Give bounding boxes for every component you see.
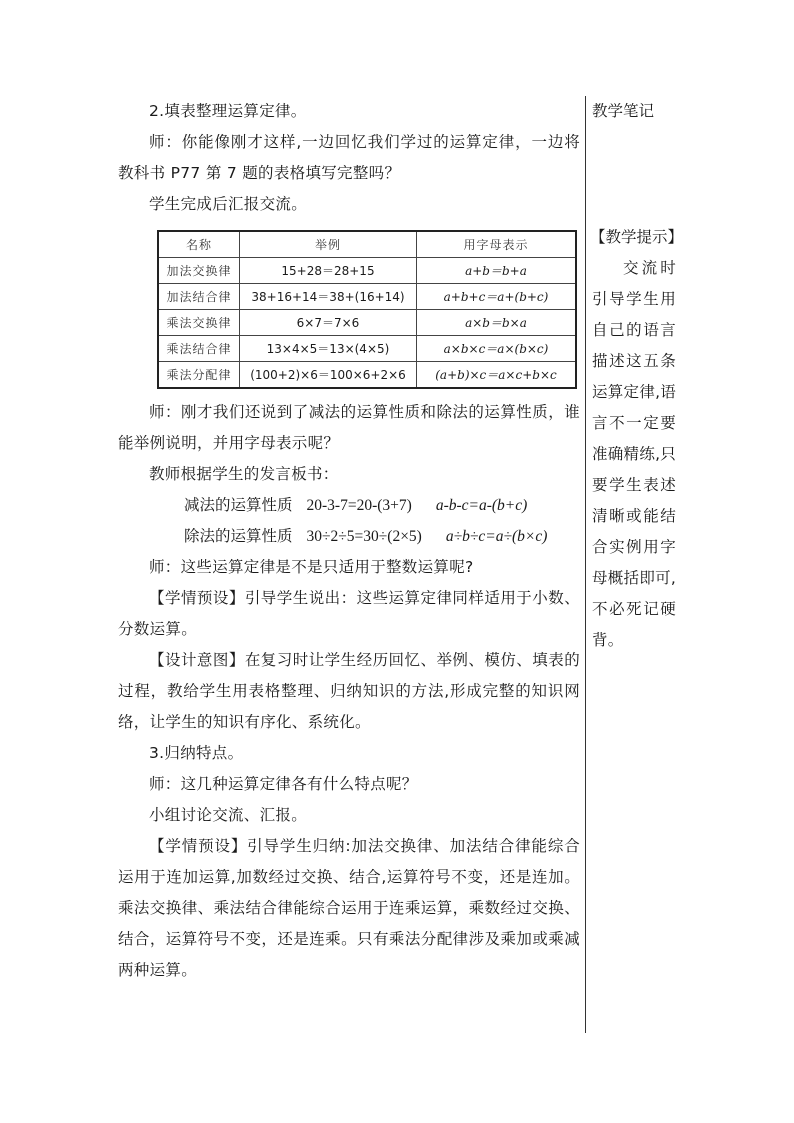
law-example: 15+28＝28+15: [240, 258, 417, 284]
subtraction-property-label: 减法的运算性质: [184, 496, 293, 514]
division-property-letters: a÷b÷c=a÷(b×c): [445, 528, 548, 545]
teaching-tip-body: 交流时引导学生用自己的语言描述这五条运算定律,语言不一定要准确精练,只要学生表述清晰或能结合实例用字母概括即可,不必死记硬背。: [592, 259, 676, 649]
law-name: 乘法分配律: [158, 362, 240, 389]
subtraction-property-letters: a-b-c=a-(b+c): [435, 497, 528, 514]
law-example: 13×4×5＝13×(4×5): [240, 336, 417, 362]
law-formula: a×b＝b×a: [417, 310, 577, 336]
design-intent: 【设计意图】在复习时让学生经历回忆、举例、模仿、填表的过程，教给学生用表格整理、归纳知识的方法,形成完整的知识网络，让学生的知识有序化、系统化。: [118, 651, 580, 731]
division-property-line: [118, 521, 580, 552]
table-row: [158, 284, 576, 310]
teacher-question-1: 师：你能像刚才这样,一边回忆我们学过的运算定律，一边将教科书 P77 第 7 题的表格填写完整吗？: [118, 133, 580, 182]
subtraction-property-line: [118, 490, 580, 521]
students-report: 学生完成后汇报交流。: [149, 195, 308, 213]
header-example: 举例: [240, 231, 417, 258]
group-discussion: 小组讨论交流、汇报。: [149, 806, 308, 824]
law-name: 加法交换律: [158, 258, 240, 284]
preset-note-2: 【学情预设】引导学生归纳:加法交换律、加法结合律能综合运用于连加运算,加数经过交换、结合,运算符号不变，还是连加。乘法交换律、乘法结合律能综合运用于连乘运算，乘数经过交换、结合，运算符号不变，还是连乘。只有乘法分配律涉及乘加或乘减两种运算。: [118, 837, 580, 979]
header-name: 名称: [158, 231, 240, 258]
division-property-label: 除法的运算性质: [184, 527, 293, 545]
header-letters: 用字母表示: [417, 231, 577, 258]
law-formula: a×b×c＝a×(b×c): [417, 336, 577, 362]
laws-table: [157, 230, 577, 389]
preset-note-1: 【学情预设】引导学生说出：这些运算定律同样适用于小数、分数运算。: [118, 589, 580, 638]
heading-summarize: 3.归纳特点。: [149, 744, 244, 762]
column-divider: [585, 96, 586, 1033]
law-formula: a+b+c＝a+(b+c): [417, 284, 577, 310]
law-example: (100+2)×6＝100×6+2×6: [240, 362, 417, 389]
board-writing-intro: 教师根据学生的发言板书：: [149, 465, 339, 483]
law-example: 38+16+14＝38+(16+14): [240, 284, 417, 310]
teaching-tip-heading: 【教学提示】: [590, 228, 684, 246]
teacher-question-3: 师：这些运算定律是不是只适用于整数运算呢?: [149, 558, 474, 576]
law-example: 6×7＝7×6: [240, 310, 417, 336]
table-row: [158, 310, 576, 336]
side-notes-title: 教学笔记: [592, 102, 655, 120]
table-header-row: [158, 231, 576, 258]
table-row: [158, 258, 576, 284]
law-formula: a+b＝b+a: [417, 258, 577, 284]
table-row: [158, 336, 576, 362]
main-column: [118, 96, 580, 986]
subtraction-property-example: 20-3-7=20-(3+7): [306, 497, 412, 514]
law-name: 加法结合律: [158, 284, 240, 310]
table-row: [158, 362, 576, 389]
law-formula: (a+b)×c＝a×c+b×c: [417, 362, 577, 389]
law-name: 乘法结合律: [158, 336, 240, 362]
division-property-example: 30÷2÷5=30÷(2×5): [306, 528, 422, 545]
teacher-question-4: 师：这几种运算定律各有什么特点呢？: [149, 775, 418, 793]
law-name: 乘法交换律: [158, 310, 240, 336]
heading-fill-table: 2.填表整理运算定律。: [149, 102, 307, 120]
teacher-question-2: 师：刚才我们还说到了减法的运算性质和除法的运算性质，谁能举例说明，并用字母表示呢？: [118, 403, 580, 452]
